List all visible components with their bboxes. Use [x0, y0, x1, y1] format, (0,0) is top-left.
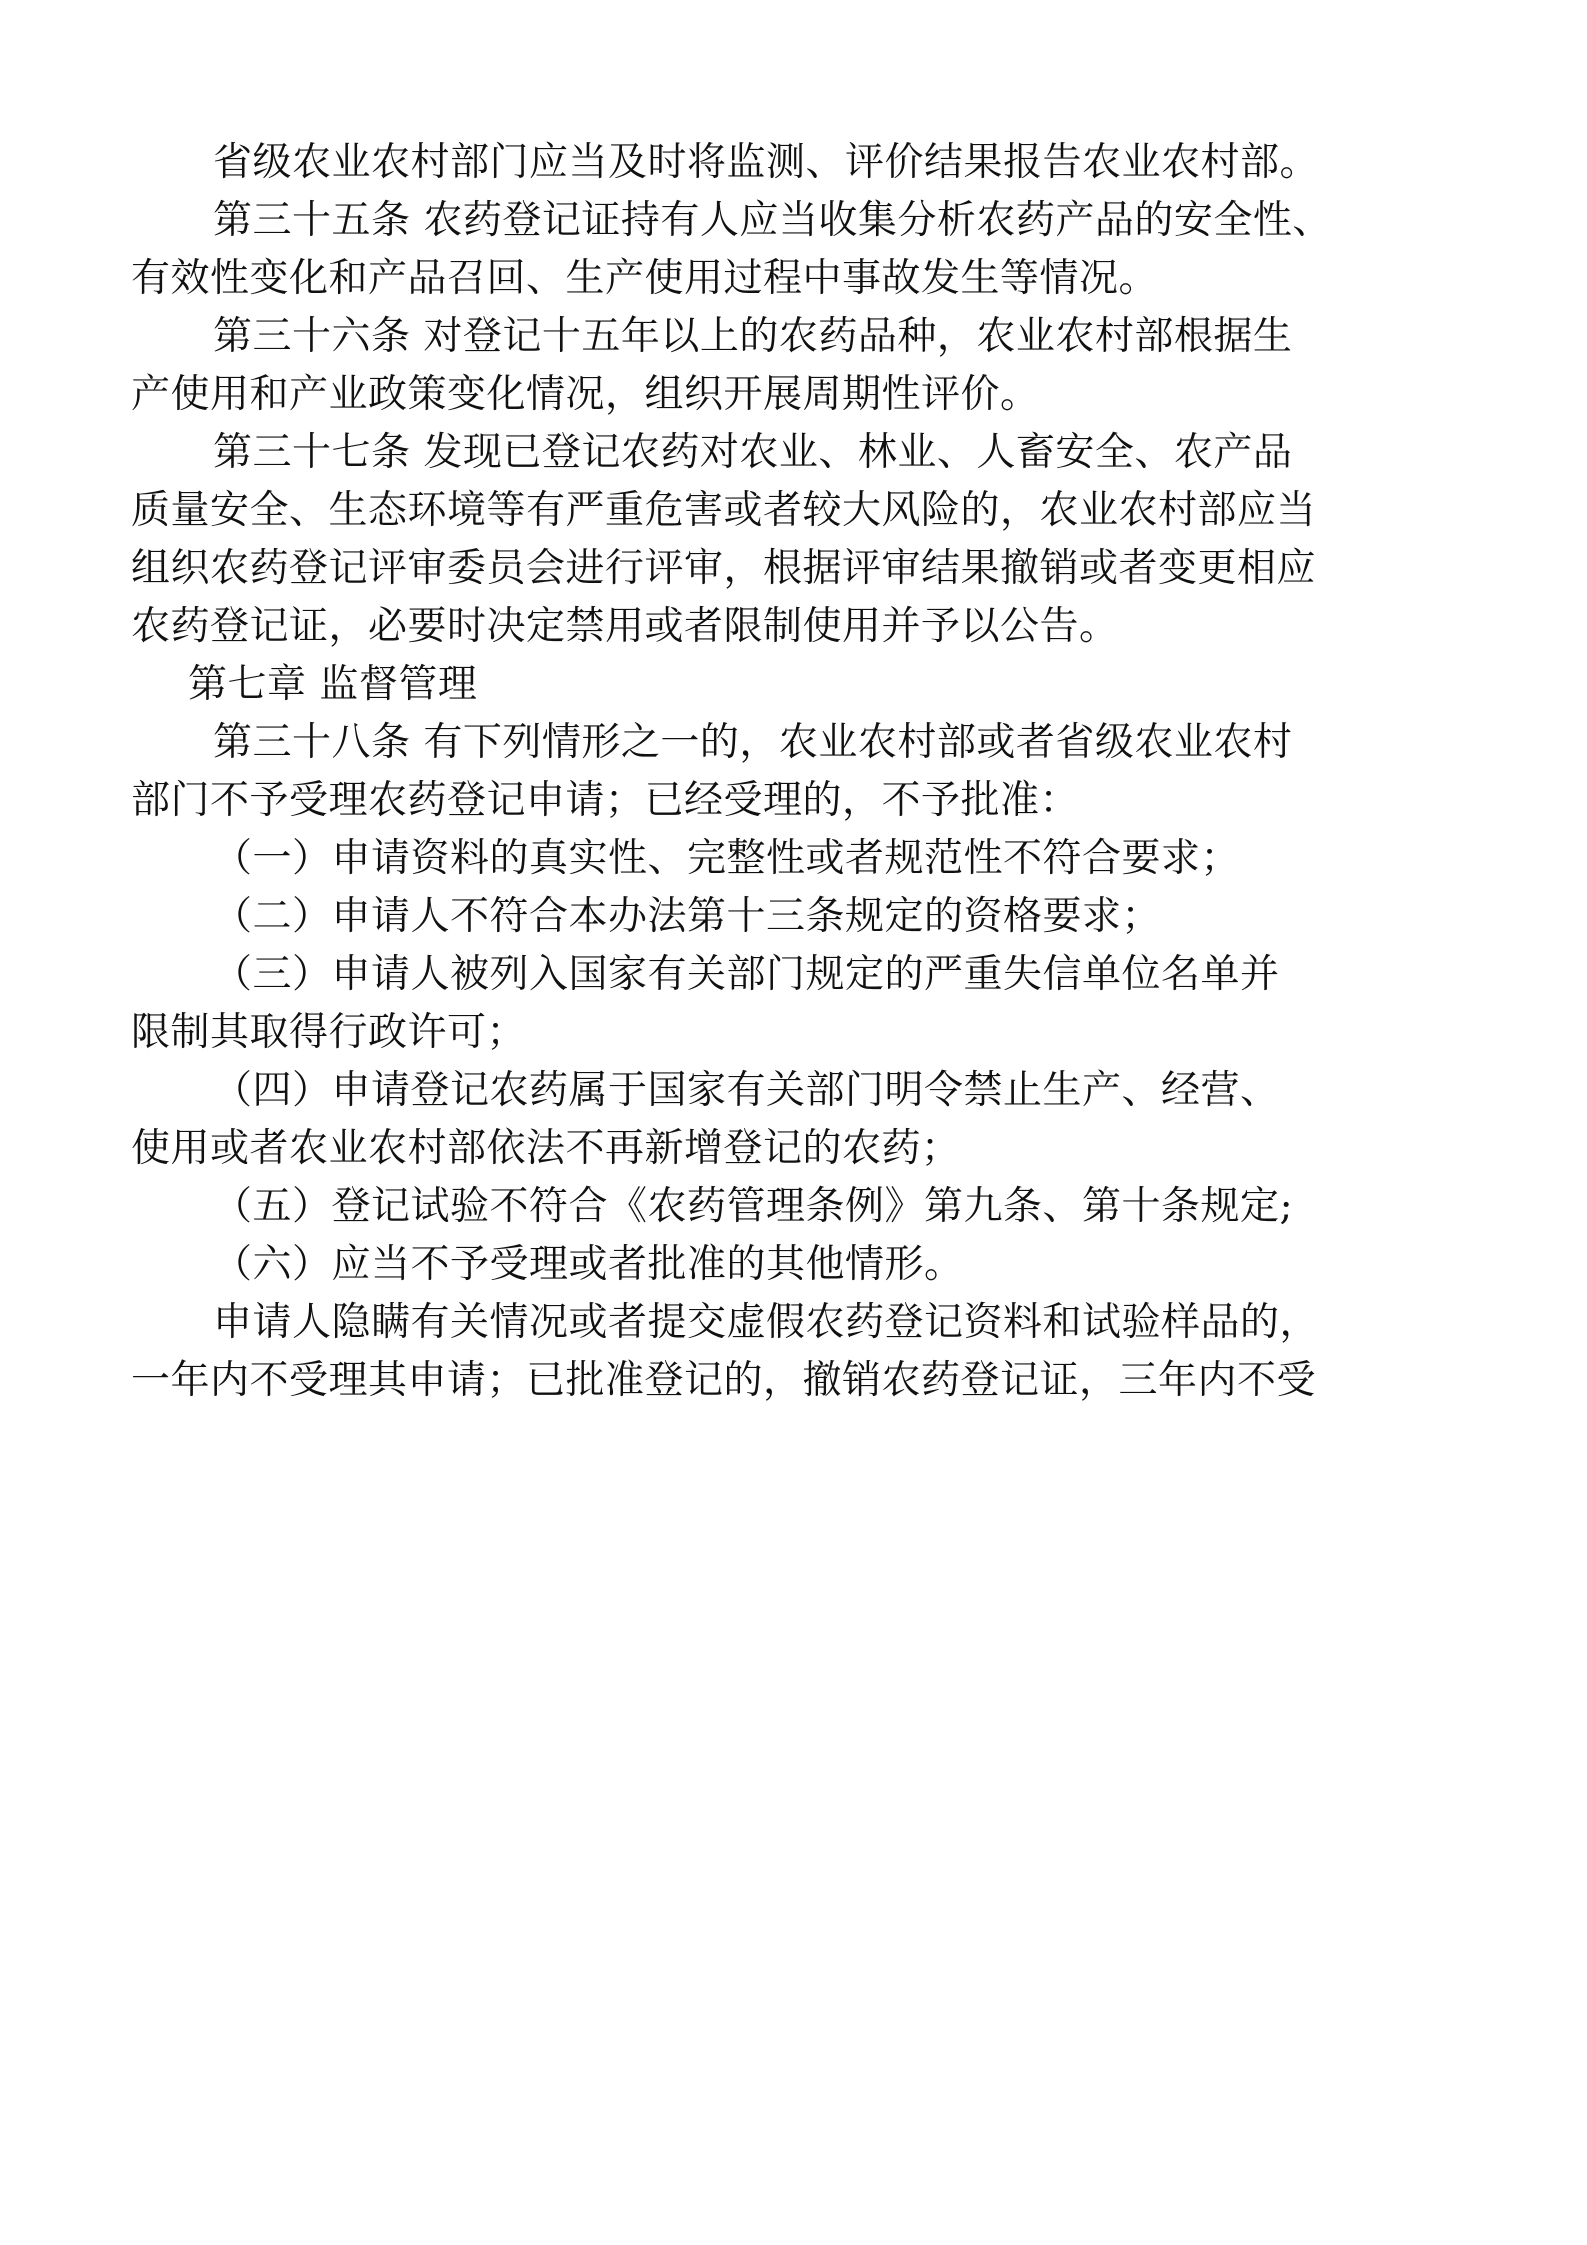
article-38-line-1: 第三十八条 有下列情形之一的，农业农村部或者省级农业农村 — [213, 720, 1293, 765]
article-37-line-3: 组织农药登记评审委员会进行评审，根据评审结果撤销或者变更相应 — [131, 546, 1317, 591]
list-item-4-line-2: 使用或者农业农村部依法不再新增登记的农药； — [131, 1126, 961, 1171]
article-37-line-1: 第三十七条 发现已登记农药对农业、林业、人畜安全、农产品 — [213, 430, 1293, 475]
article-35-line-1: 第三十五条 农药登记证持有人应当收集分析农药产品的安全性、 — [213, 198, 1332, 243]
chapter-heading: 第七章 监督管理 — [188, 662, 478, 707]
article-37-line-4: 农药登记证，必要时决定禁用或者限制使用并予以公告。 — [131, 604, 1119, 649]
list-item-3-line-1: （三）申请人被列入国家有关部门规定的严重失信单位名单并 — [213, 952, 1280, 997]
article-37-line-2: 质量安全、生态环境等有严重危害或者较大风险的，农业农村部应当 — [131, 488, 1317, 533]
list-item-1: （一）申请资料的真实性、完整性或者规范性不符合要求； — [213, 836, 1241, 881]
list-item-6: （六）应当不予受理或者批准的其他情形。 — [213, 1242, 964, 1287]
list-item-5: （五）登记试验不符合《农药管理条例》第九条、第十条规定; — [213, 1184, 1294, 1229]
list-item-2: （二）申请人不符合本办法第十三条规定的资格要求； — [213, 894, 1162, 939]
paragraph-line-1: 省级农业农村部门应当及时将监测、评价结果报告农业农村部。 — [213, 140, 1320, 185]
article-35-line-2: 有效性变化和产品召回、生产使用过程中事故发生等情况。 — [131, 256, 1159, 301]
article-38-line-2: 部门不予受理农药登记申请；已经受理的，不予批准： — [131, 778, 1080, 823]
closing-paragraph-line-2: 一年内不受理其申请；已批准登记的，撤销农药登记证，三年内不受 — [131, 1358, 1317, 1403]
article-36-line-2: 产使用和产业政策变化情况，组织开展周期性评价。 — [131, 372, 1040, 417]
list-item-3-line-2: 限制其取得行政许可； — [131, 1010, 527, 1055]
list-item-4-line-1: （四）申请登记农药属于国家有关部门明令禁止生产、经营、 — [213, 1068, 1280, 1113]
closing-paragraph-line-1: 申请人隐瞒有关情况或者提交虚假农药登记资料和试验样品的， — [213, 1300, 1320, 1345]
article-36-line-1: 第三十六条 对登记十五年以上的农药品种，农业农村部根据生 — [213, 314, 1293, 359]
